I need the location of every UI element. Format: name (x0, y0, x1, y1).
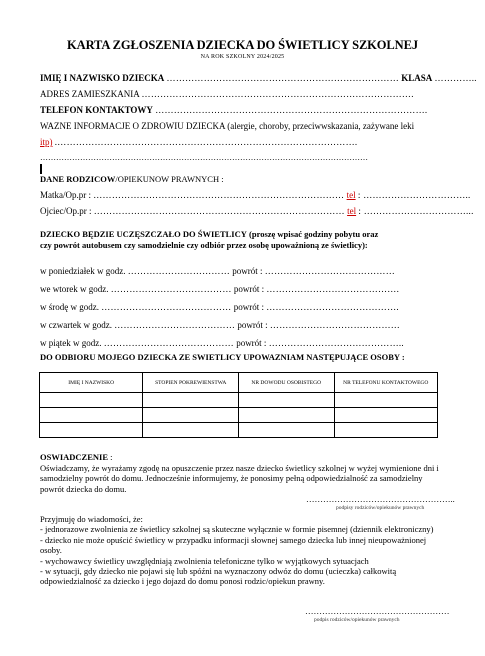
return-field[interactable]: ……………………………………. (266, 302, 399, 312)
parents-heading-rest: /OPIEKUNOW PRAWNYCH : (115, 174, 224, 184)
return-label: powrót : (233, 284, 265, 294)
notice-line: - dziecko nie może opuścić świetlicy w przypadku informacji słownej samego dziecka lub innej nieupoważnionej osoby. (40, 534, 427, 556)
mother-tel-field[interactable]: : …………………………….. (357, 190, 471, 200)
father-row (40, 206, 474, 216)
day-hours-field[interactable]: …………………………… (127, 266, 231, 276)
column-header: NR TELEFONU KONTAKTOWEGO (334, 373, 437, 393)
declaration-heading-text: OSWIADCZENIE (40, 452, 109, 462)
declaration-heading (40, 452, 113, 462)
mother-tel-label: tel (346, 190, 356, 200)
class-label: KLASA (401, 73, 433, 83)
day-label: w poniedziałek w godz. (40, 266, 126, 276)
table-row (40, 408, 438, 423)
child-name-label: IMIĘ I NAZWISKO DZIECKA (40, 73, 165, 83)
father-tel-field[interactable]: : ……………………………... (358, 206, 474, 216)
column-header: NR DOWODU OSOBISTEGO (238, 373, 334, 393)
text-cursor (40, 164, 42, 174)
parents-heading (40, 174, 224, 184)
table-cell[interactable] (143, 393, 239, 408)
column-header: IMIĘ I NAZWISKO (40, 373, 143, 393)
table-header-row (40, 373, 438, 393)
health-info-field[interactable]: .……………………………………………………………………………………. (54, 137, 358, 147)
father-tel-label: tel (347, 206, 357, 216)
address-field[interactable]: ……………………………………………………………………………. (141, 89, 414, 99)
day-label: we wtorek w godz. (40, 284, 109, 294)
father-label: Ojciec/Op.pr : (40, 206, 92, 216)
day-row (40, 266, 395, 276)
table-cell[interactable] (334, 393, 437, 408)
declaration-signature-line[interactable]: …………………………………………….. (306, 494, 455, 504)
child-name-row (40, 73, 477, 83)
attendance-heading (40, 229, 378, 239)
declaration-signature-caption: podpisy rodziców/opiekunów prawnych (336, 505, 425, 511)
day-row (40, 320, 400, 330)
notice-signature-caption: podpis rodziców/opiekunów prawnych (314, 617, 400, 623)
health-info-row-2 (40, 137, 357, 147)
notice-signature-line[interactable]: …………………………………………… (305, 606, 450, 616)
phone-label: TELEFON KONTAKTOWY (40, 105, 153, 115)
mother-label: Matka/Op.pr : (40, 190, 91, 200)
table-cell[interactable] (143, 408, 239, 423)
column-header: STOPIEN POKREWIENSTWA (143, 373, 239, 393)
return-label: powrót : (232, 266, 263, 276)
notice-line: Przyjmuję do wiadomości, że: (40, 514, 143, 524)
attendance-heading-line2: czy powrót autobusem czy samodzielnie czy odbiór przez osobę upoważnioną ze świetlicy): (40, 240, 368, 250)
address-row (40, 89, 414, 99)
table-cell[interactable] (40, 393, 143, 408)
table-cell[interactable] (238, 393, 334, 408)
health-info-detail: (alergie, choroby, przeciwwskazania, zażywane leki (227, 121, 415, 131)
phone-field[interactable]: ……………………………………………………………………………. (155, 105, 428, 115)
address-label: ADRES ZAMIESZKANIA (40, 89, 140, 99)
table-row (40, 393, 438, 408)
health-info-field-2[interactable]: …………………………………………………………………………………………………………… (40, 153, 368, 162)
day-hours-field[interactable]: …………………………………… (103, 338, 234, 348)
form-title: KARTA ZGŁOSZENIA DZIECKA DO ŚWIETLICY SZKOLNEJ (67, 38, 418, 52)
day-label: w środę w godz. (40, 302, 99, 312)
pickup-heading: DO ODBIORU MOJEGO DZIECKA ZE SWIETLICY UPOWAZNIAM NASTĘPUJĄCE OSOBY : (40, 352, 405, 362)
return-field[interactable]: …………………………………… (264, 266, 395, 276)
day-row (40, 284, 399, 294)
authorized-persons-table (39, 372, 438, 438)
health-info-detail-end: itp) (40, 137, 53, 147)
notice-text (40, 514, 445, 587)
return-label: powrót : (237, 320, 268, 330)
child-name-field[interactable]: ………………………………………………………………… (166, 73, 400, 83)
school-year-subtitle: NA ROK SZKOLNY 2024/2025 (200, 54, 285, 60)
attendance-heading-rest: (proszę wpisać godziny pobytu oraz (249, 229, 379, 239)
mother-field[interactable]: ……………………………………………………………………… (93, 190, 345, 200)
return-label: powrót : (233, 302, 264, 312)
day-row (40, 302, 399, 312)
health-info-row (40, 121, 414, 131)
notice-line: - w sytuacji, gdy dziecko nie pojawi się lub spóźni na wyznaczony odwóz do domu (ucieczka) całkowitą odpowiedzialność za dziecko i jego dojazd do domu ponosi rodzic/opiekun prawny. (40, 566, 397, 587)
day-hours-field[interactable]: ………………………………… (110, 284, 232, 294)
table-cell[interactable] (334, 423, 437, 438)
day-label: w czwartek w godz. (40, 320, 112, 330)
phone-row (40, 105, 427, 115)
table-cell[interactable] (143, 423, 239, 438)
table-cell[interactable] (334, 408, 437, 423)
table-cell[interactable] (238, 423, 334, 438)
day-hours-field[interactable]: ………………………………… (114, 320, 236, 330)
declaration-heading-suffix: : (108, 452, 113, 462)
table-cell[interactable] (40, 408, 143, 423)
health-info-label: WAZNE INFORMACJE O ZDROWIU DZIECKA (40, 121, 225, 131)
notice-line: - jednorazowe zwolnienia ze świetlicy szkolnej są skuteczne wyłącznie w formie pisemnej (dziennik elektroniczny) (40, 524, 434, 535)
mother-row (40, 190, 471, 200)
day-hours-field[interactable]: …………………………………… (101, 302, 232, 312)
day-label: w piątek w godz. (40, 338, 102, 348)
father-field[interactable]: ……………………………………………………………………… (93, 206, 345, 216)
notice-line: - wychowawcy świetlicy uwzględniają zwolnienia telefoniczne tylko w wyjątkowych sytuacjach (40, 555, 369, 566)
declaration-text: Oświadczamy, że wyrażamy zgodę na opuszczenie przez nasze dziecko świetlicy szkolnej w wyżej wymienione dni i samodzielny powrót do domu. Jednocześnie informujemy, że ponosimy pełną odpowiedzialność za samodzielny powrót dziecka do domu. (40, 463, 439, 494)
attendance-heading-bold: DZIECKO BĘDZIE UCZĘSZCZAŁO DO ŚWIETLICY (40, 229, 247, 239)
table-cell[interactable] (40, 423, 143, 438)
return-field[interactable]: …………………………………… (269, 320, 401, 330)
return-label: powrót : (236, 338, 267, 348)
day-row (40, 338, 404, 348)
table-cell[interactable] (238, 408, 334, 423)
parents-heading-bold: DANE RODZICOW (40, 174, 116, 184)
table-row (40, 423, 438, 438)
class-field[interactable]: ………….. (434, 73, 477, 83)
return-field[interactable]: …………………………………….. (268, 338, 404, 348)
return-field[interactable]: ……………………………………. (266, 284, 400, 294)
